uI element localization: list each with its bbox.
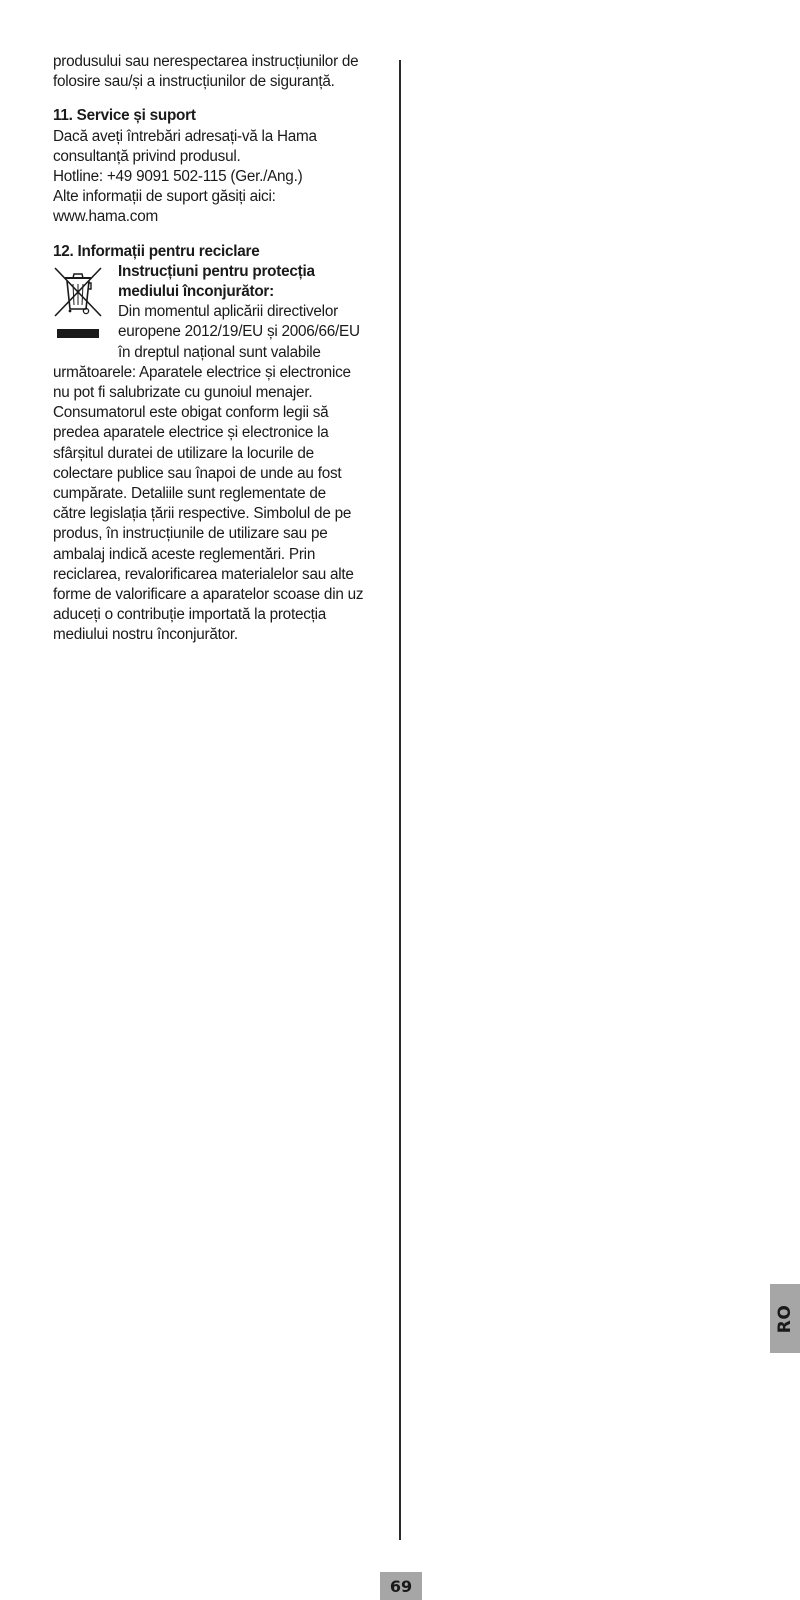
recycling-line: reciclarea, revalorificarea materialelor sau alte [53, 565, 354, 583]
recycling-line: predea aparatele electrice și electronice la [53, 424, 329, 442]
intro-line: produsului sau nerespectarea instrucțiunilor de [53, 53, 359, 70]
recycling-indented-line: în dreptul național sunt valabile [118, 343, 321, 361]
recycling-line: nu pot fi salubrizate cu gunoiul menajer. [53, 384, 313, 402]
recycling-icon-block [53, 262, 383, 363]
language-code: RO [775, 1304, 795, 1333]
service-line: Dacă aveți întrebări adresați-vă la Hama [53, 127, 317, 145]
recycling-line: produs, în instrucțiunile de utilizare sau pe [53, 525, 328, 543]
recycling-section [53, 242, 383, 646]
website-url: www.hama.com [53, 208, 158, 226]
column-divider [399, 60, 401, 1540]
service-line: Alte informații de suport găsiți aici: [53, 188, 276, 206]
recycling-line: următoarele: Aparatele electrice și electronice [53, 363, 351, 381]
recycling-line: ambalaj indică aceste reglementări. Prin [53, 545, 316, 563]
service-section [53, 106, 383, 227]
environment-subheading: Instrucțiuni pentru protecția [118, 262, 315, 280]
intro-line: folosire sau/și a instrucțiunilor de siguranță. [53, 73, 335, 91]
recycling-line: forme de valorificare a aparatelor scoase din uz [53, 586, 364, 604]
environment-subheading: mediului înconjurător: [118, 283, 274, 301]
service-line: consultanță privind produsul. [53, 147, 241, 165]
hotline-line: Hotline: +49 9091 502-115 (Ger./Ang.) [53, 168, 303, 186]
recycling-heading: 12. Informații pentru reciclare [53, 242, 260, 260]
recycling-line: sfârșitul duratei de utilizare la locurile de [53, 444, 314, 462]
left-text-column [53, 52, 383, 646]
crossed-out-wheelie-bin-icon [53, 265, 103, 343]
page-number: 69 [380, 1572, 422, 1600]
recycling-indented-line: Din momentul aplicării directivelor [118, 303, 338, 321]
recycling-indented-line: europene 2012/19/EU și 2006/66/EU [118, 323, 360, 341]
recycling-line: mediului nostru înconjurător. [53, 626, 238, 644]
service-heading: 11. Service și suport [53, 107, 196, 125]
recycling-line: către legislația țării respective. Simbolul de pe [53, 505, 352, 523]
recycling-line: aduceți o contribuție importată la protecția [53, 606, 327, 624]
recycling-line: colectare publice sau înapoi de unde au fost [53, 464, 342, 482]
recycling-line: cumpărate. Detaliile sunt reglementate de [53, 485, 326, 503]
language-tab [770, 1284, 800, 1353]
intro-paragraph [53, 52, 383, 92]
recycling-line: Consumatorul este obigat conform legii să [53, 404, 329, 422]
